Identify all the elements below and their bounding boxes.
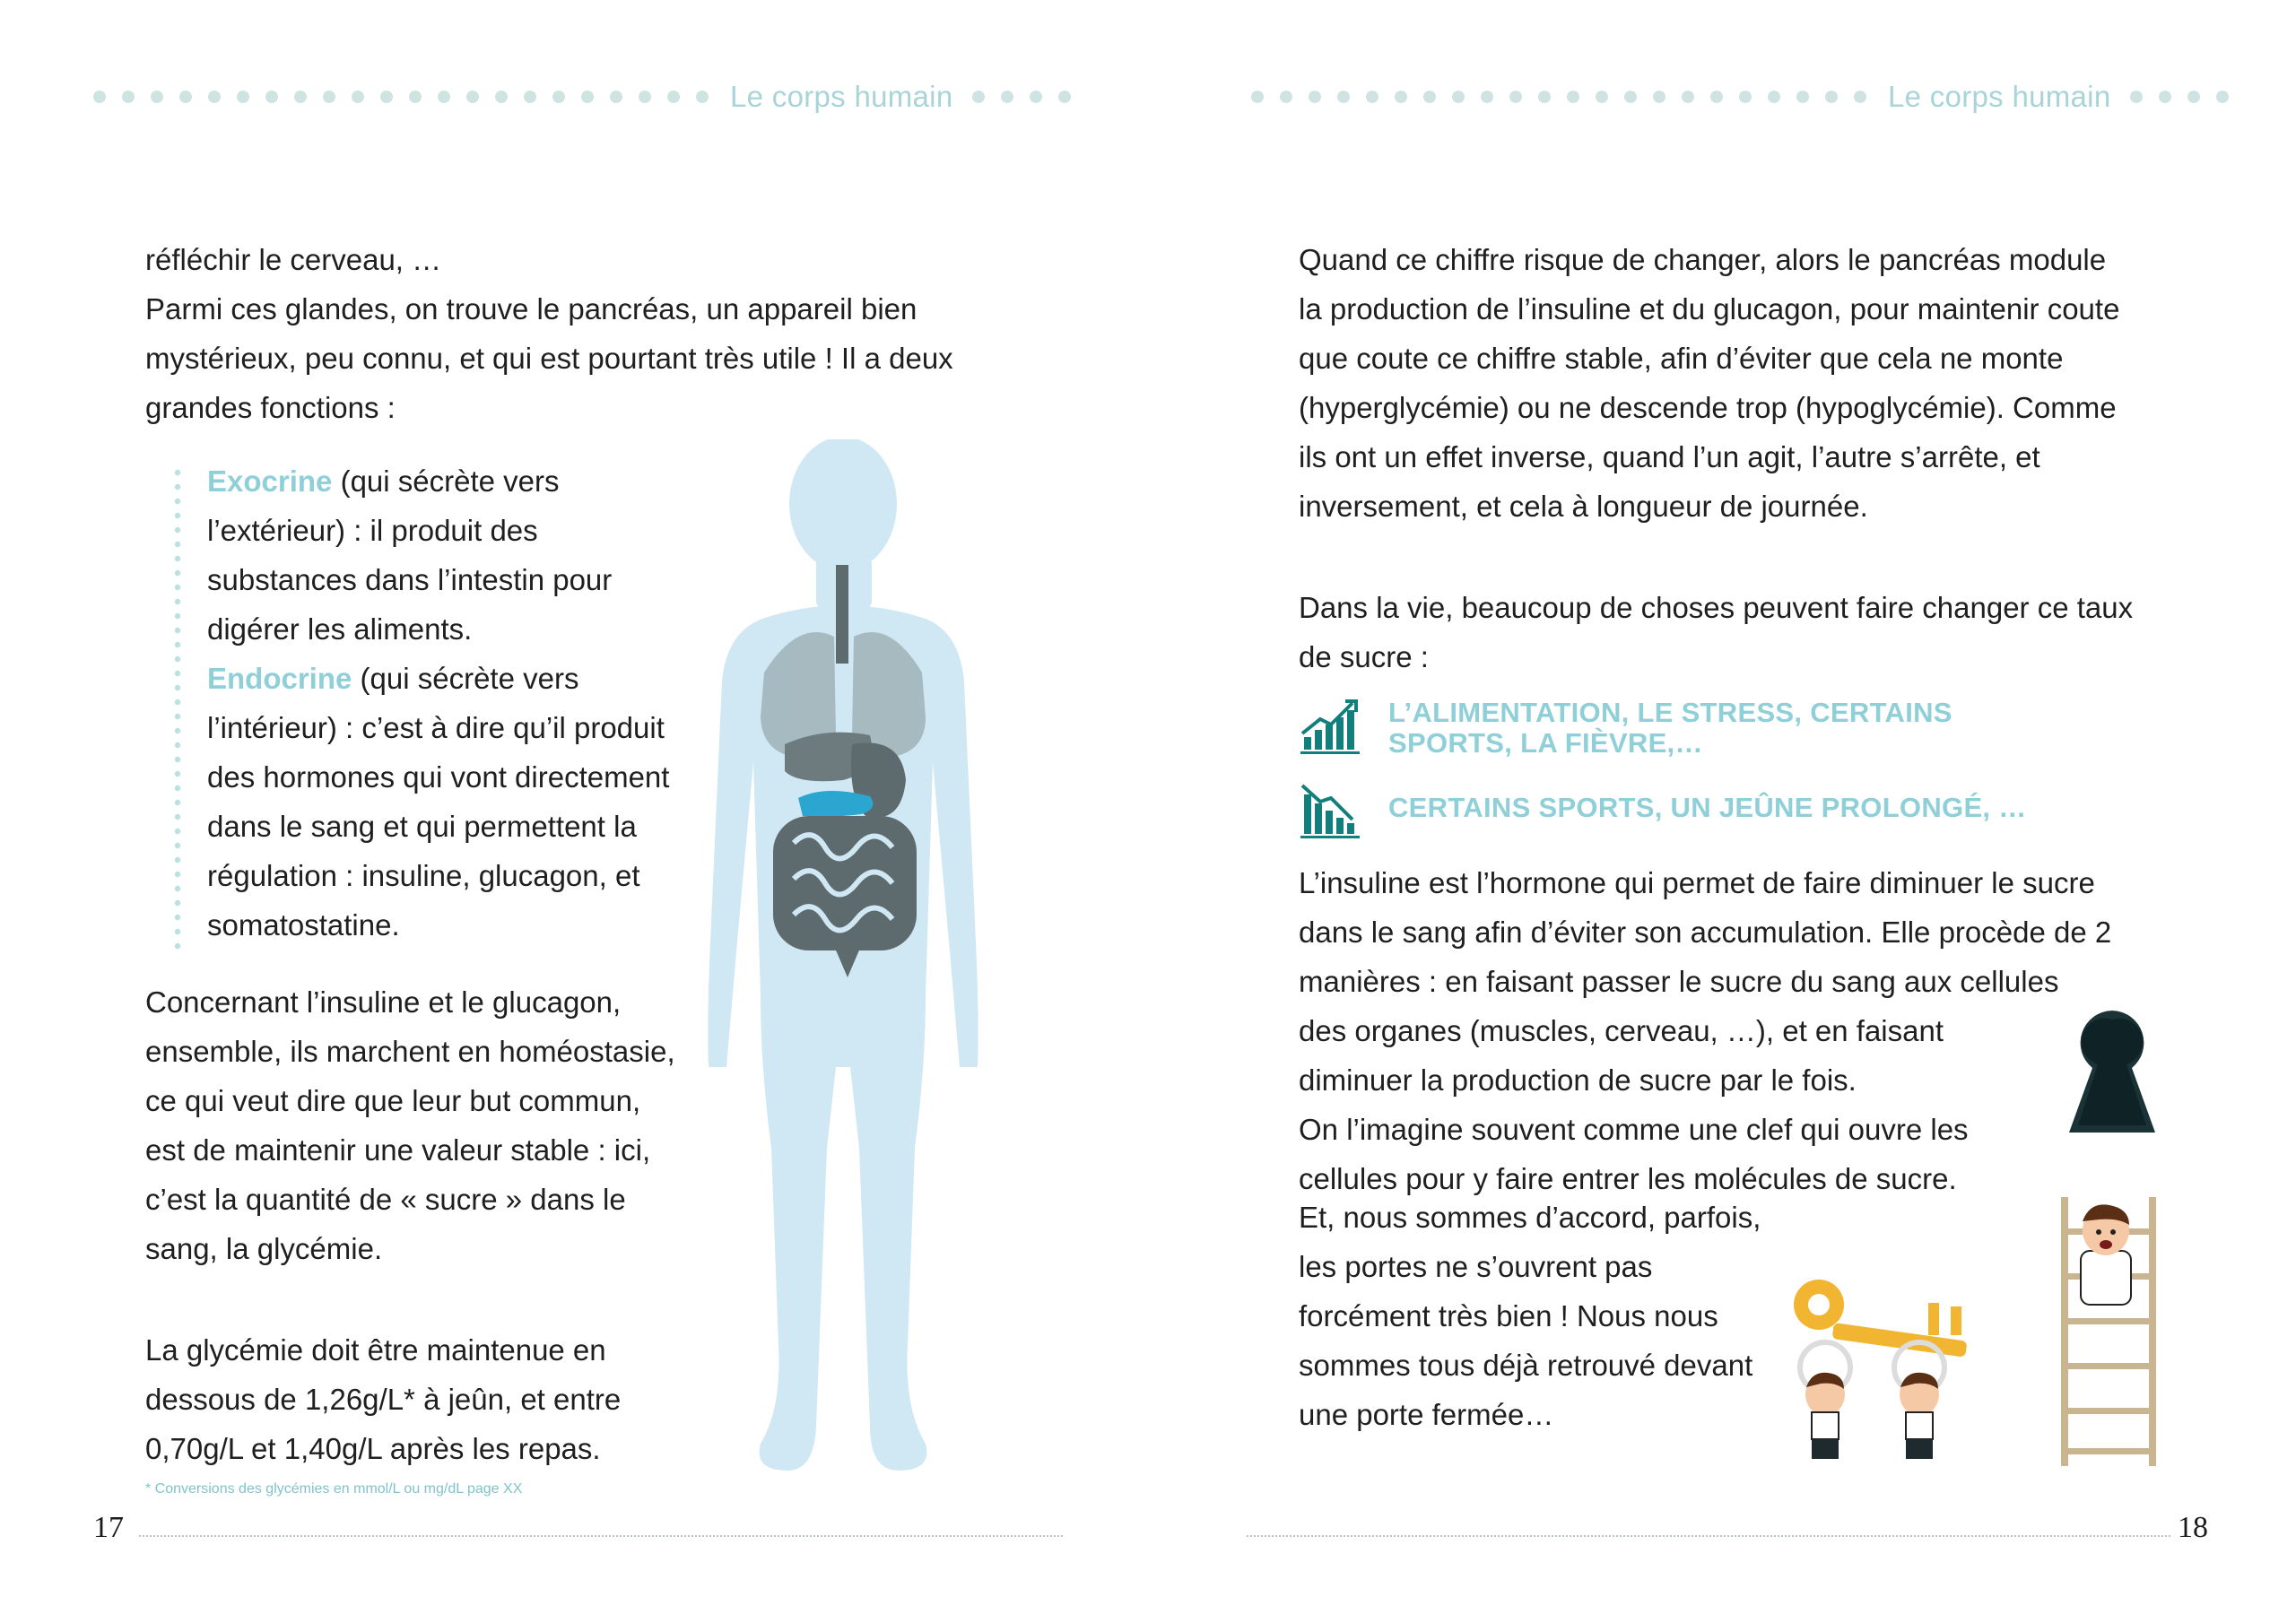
callout-increase bbox=[1299, 698, 1952, 759]
page-number-right: 18 bbox=[2178, 1511, 2208, 1544]
text-line: ensemble, ils marchent en homéostasie, bbox=[145, 1035, 675, 1068]
text-line: substances dans l’intestin pour bbox=[207, 563, 613, 596]
leader-dot bbox=[151, 91, 163, 103]
text-line: (qui sécrète vers bbox=[332, 464, 560, 498]
running-head-left bbox=[93, 75, 1087, 118]
dot-leader-left-end bbox=[972, 91, 1087, 103]
leader-dot bbox=[1596, 91, 1608, 103]
text-line: CERTAINS SPORTS, UN JEÛNE PROLONGÉ, … bbox=[1388, 792, 2027, 823]
leader-dot bbox=[667, 91, 680, 103]
folio-rule-right bbox=[1247, 1535, 2170, 1537]
leader-dot bbox=[1452, 91, 1465, 103]
text-line: ils ont un effet inverse, quand l’un agit, l’autre s’arrête, et bbox=[1299, 440, 2040, 473]
leader-dot bbox=[1058, 91, 1071, 103]
leader-dot bbox=[1739, 91, 1752, 103]
text-line: dessous de 1,26g/L* à jeûn, et entre bbox=[145, 1383, 622, 1416]
businessman-left bbox=[1800, 1342, 1850, 1459]
text-line: grandes fonctions : bbox=[145, 391, 396, 424]
leader-dot bbox=[237, 91, 249, 103]
leader-dot bbox=[323, 91, 335, 103]
text-line: digérer les aliments. bbox=[207, 612, 473, 646]
text-line: mystérieux, peu connu, et qui est pourtant très utile ! Il a deux bbox=[145, 342, 953, 375]
text-line: La glycémie doit être maintenue en bbox=[145, 1333, 606, 1367]
leader-dot bbox=[610, 91, 622, 103]
leader-dot bbox=[972, 91, 985, 103]
text-line: forcément très bien ! Nous nous bbox=[1299, 1299, 1718, 1332]
leader-dot bbox=[1538, 91, 1551, 103]
leader-dot bbox=[294, 91, 307, 103]
leader-dot bbox=[265, 91, 278, 103]
text-line: des hormones qui vont directement bbox=[207, 760, 670, 794]
bullet-dotted-rule bbox=[174, 465, 181, 950]
leader-dot bbox=[2159, 91, 2171, 103]
callout-decrease bbox=[1299, 782, 2027, 839]
leader-dot bbox=[1509, 91, 1522, 103]
paragraph-closed-door bbox=[1299, 1193, 1801, 1439]
text-line: de sucre : bbox=[1299, 640, 1429, 673]
leader-dot bbox=[1624, 91, 1637, 103]
callout-increase-text bbox=[1388, 698, 1952, 759]
businessman-on-ladder bbox=[2081, 1204, 2131, 1305]
leader-dot bbox=[1251, 91, 1264, 103]
folio-rule bbox=[139, 1535, 1063, 1537]
text-line: dans le sang afin d’éviter son accumulation. Elle procède de 2 bbox=[1299, 916, 2112, 949]
ladder-icon bbox=[2054, 1193, 2170, 1471]
list-item-endocrine bbox=[207, 654, 745, 703]
text-line: réfléchir le cerveau, … bbox=[145, 243, 442, 276]
keyhole-icon bbox=[2067, 1009, 2157, 1134]
leader-dot bbox=[352, 91, 364, 103]
text-line: sang, la glycémie. bbox=[145, 1232, 383, 1265]
leader-dot bbox=[1710, 91, 1723, 103]
text-line: que coute ce chiffre stable, afin d’éviter que cela ne monte bbox=[1299, 342, 2064, 375]
text-line: L’insuline est l’hormone qui permet de faire diminuer le sucre bbox=[1299, 866, 2095, 899]
text-line: Parmi ces glandes, on trouve le pancréas, un appareil bien bbox=[145, 292, 918, 325]
text-line: Et, nous sommes d’accord, parfois, bbox=[1299, 1201, 1761, 1234]
falling-bar-chart-icon bbox=[1299, 782, 1361, 839]
leader-dot bbox=[1366, 91, 1378, 103]
human-body-anatomy-icon bbox=[691, 439, 1004, 1488]
running-head-right bbox=[1251, 75, 2245, 118]
leader-dot bbox=[1768, 91, 1780, 103]
text-line: la production de l’insuline et du glucagon, pour maintenir coute bbox=[1299, 292, 2120, 325]
text-line: 0,70g/L et 1,40g/L après les repas. bbox=[145, 1432, 601, 1465]
text-line: manières : en faisant passer le sucre du sang aux cellules bbox=[1299, 965, 2059, 998]
leader-dot bbox=[466, 91, 479, 103]
paragraph-insulin bbox=[1299, 858, 2196, 1203]
leader-dot bbox=[495, 91, 508, 103]
text-line: (hyperglycémie) ou ne descende trop (hypoglycémie). Comme bbox=[1299, 391, 2117, 424]
pancreas-functions-list bbox=[207, 456, 745, 950]
text-line: On l’imagine souvent comme une clef qui ouvre les bbox=[1299, 1113, 1969, 1146]
text-line: dans le sang et qui permettent la bbox=[207, 810, 637, 843]
leader-dot bbox=[93, 91, 106, 103]
leader-dot bbox=[1395, 91, 1407, 103]
dot-leader-left bbox=[93, 91, 725, 103]
text-line: les portes ne s’ouvrent pas bbox=[1299, 1250, 1653, 1283]
term-exocrine: Exocrine bbox=[207, 464, 333, 498]
text-line: ce qui veut dire que leur but commun, bbox=[145, 1084, 641, 1117]
leader-dot bbox=[581, 91, 594, 103]
text-line: (qui sécrète vers bbox=[352, 662, 579, 695]
paragraph-homeostasis bbox=[145, 977, 719, 1273]
text-line: l’intérieur) : c’est à dire qu’il produit bbox=[207, 711, 665, 744]
leader-dot bbox=[1030, 91, 1042, 103]
dot-leader-right bbox=[1251, 91, 1883, 103]
paragraph-intro bbox=[145, 235, 1042, 432]
running-head-title: Le corps humain bbox=[730, 80, 953, 113]
footnote: * Conversions des glycémies en mmol/L ou mg/dL page XX bbox=[145, 1481, 523, 1497]
leader-dot bbox=[1567, 91, 1579, 103]
text-line: SPORTS, LA FIÈVRE,… bbox=[1388, 727, 1703, 759]
leader-dot bbox=[1423, 91, 1436, 103]
leader-dot bbox=[208, 91, 221, 103]
leader-dot bbox=[1796, 91, 1809, 103]
page-number: 17 bbox=[93, 1511, 124, 1544]
text-line: L’ALIMENTATION, LE STRESS, CERTAINS bbox=[1388, 697, 1952, 728]
leader-dot bbox=[1682, 91, 1694, 103]
leader-dot bbox=[1653, 91, 1665, 103]
text-line: Quand ce chiffre risque de changer, alors le pancréas module bbox=[1299, 243, 2107, 276]
leader-dot bbox=[639, 91, 651, 103]
paragraph-regulation bbox=[1299, 235, 2231, 531]
text-line: une porte fermée… bbox=[1299, 1398, 1554, 1431]
text-line: régulation : insuline, glucagon, et bbox=[207, 859, 640, 892]
rising-bar-chart-icon bbox=[1299, 698, 1361, 755]
leader-dot bbox=[438, 91, 450, 103]
text-line: des organes (muscles, cerveau, …), et en faisant bbox=[1299, 1014, 1944, 1047]
leader-dot bbox=[1280, 91, 1292, 103]
text-line: inversement, et cela à longueur de journée. bbox=[1299, 490, 1868, 523]
leader-dot bbox=[1825, 91, 1838, 103]
term-endocrine: Endocrine bbox=[207, 662, 352, 695]
text-line: diminuer la production de sucre par le fois. bbox=[1299, 1063, 1857, 1097]
callout-decrease-text bbox=[1388, 793, 2027, 823]
text-line: Concernant l’insuline et le glucagon, bbox=[145, 985, 622, 1019]
text-line: Dans la vie, beaucoup de choses peuvent faire changer ce taux bbox=[1299, 591, 2134, 624]
leader-dot bbox=[1481, 91, 1493, 103]
running-head-title: Le corps humain bbox=[1888, 80, 2111, 113]
leader-dot bbox=[380, 91, 393, 103]
text-line: c’est la quantité de « sucre » dans le bbox=[145, 1183, 626, 1216]
dot-leader-right-end bbox=[2130, 91, 2245, 103]
leader-dot bbox=[696, 91, 709, 103]
paragraph-sugar-factors bbox=[1299, 583, 2231, 681]
text-line: l’extérieur) : il produit des bbox=[207, 514, 538, 547]
leader-dot bbox=[122, 91, 135, 103]
leader-dot bbox=[409, 91, 422, 103]
leader-dot bbox=[1854, 91, 1866, 103]
leader-dot bbox=[1309, 91, 1321, 103]
leader-dot bbox=[2216, 91, 2229, 103]
leader-dot bbox=[552, 91, 565, 103]
leader-dot bbox=[1337, 91, 1350, 103]
golden-key-icon bbox=[1785, 1278, 1991, 1471]
text-line: est de maintenir une valeur stable : ici, bbox=[145, 1133, 651, 1167]
text-line: cellules pour y faire entrer les molécules de sucre. bbox=[1299, 1162, 1957, 1195]
leader-dot bbox=[524, 91, 536, 103]
leader-dot bbox=[179, 91, 192, 103]
paragraph-glycemia-targets bbox=[145, 1325, 719, 1473]
leader-dot bbox=[2187, 91, 2200, 103]
businessman-right bbox=[1894, 1342, 1944, 1459]
list-item-exocrine bbox=[207, 456, 745, 506]
text-line: sommes tous déjà retrouvé devant bbox=[1299, 1349, 1753, 1382]
text-line: somatostatine. bbox=[207, 908, 400, 942]
leader-dot bbox=[1001, 91, 1013, 103]
leader-dot bbox=[2130, 91, 2143, 103]
